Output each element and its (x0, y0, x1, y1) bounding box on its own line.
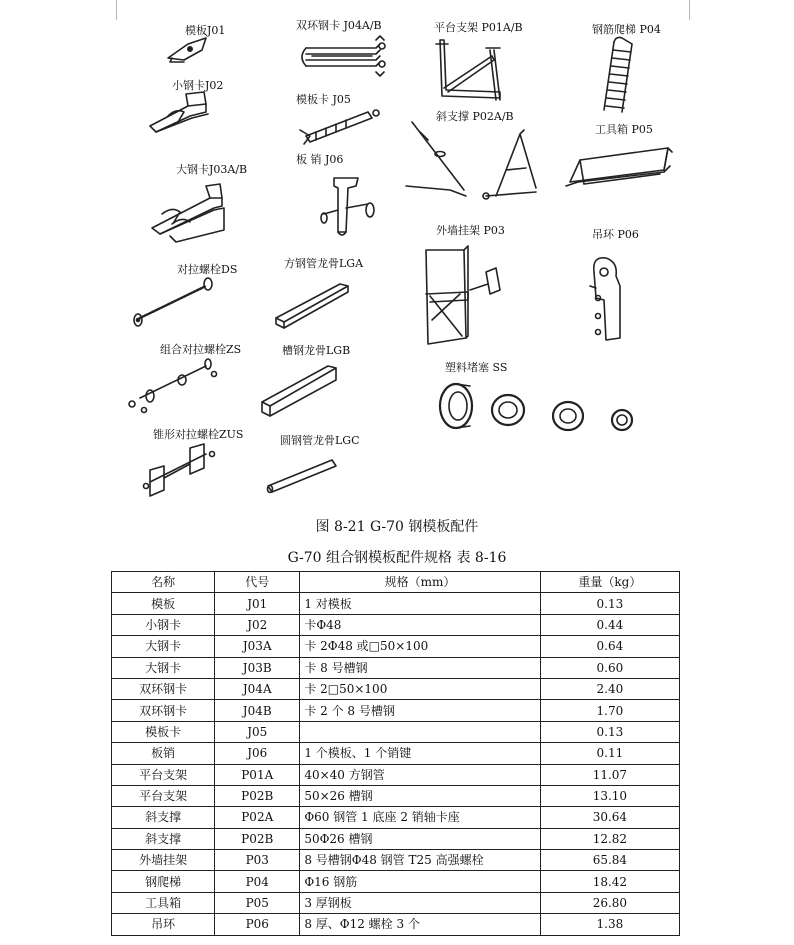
part-label-lga: 方钢管龙骨LGA (284, 257, 364, 270)
table-row (112, 892, 680, 913)
lgb-drawing (262, 366, 336, 416)
cell-name: 吊环 (112, 914, 215, 935)
cell-code: J04A (215, 678, 300, 699)
cell-spec: 3 厚钢板 (300, 892, 540, 913)
part-label-p06: 吊环 P06 (592, 228, 639, 241)
cell-weight: 30.64 (540, 807, 679, 828)
cell-code: J03A (215, 636, 300, 657)
part-label-lgb: 槽钢龙骨LGB (282, 344, 351, 357)
part-label-p05: 工具箱 P05 (595, 123, 653, 136)
j02-drawing (150, 92, 208, 132)
cell-spec: 8 厚、Φ12 螺栓 3 个 (300, 914, 540, 935)
cell-spec: Φ60 钢管 1 底座 2 销轴卡座 (300, 807, 540, 828)
part-label-p03: 外墙挂架 P03 (436, 224, 505, 237)
part-label-p04: 钢筋爬梯 P04 (592, 23, 661, 36)
part-label-j04: 双环钢卡 J04A/B (296, 19, 382, 32)
zs-drawing (129, 359, 217, 413)
cell-name: 外墙挂架 (112, 850, 215, 871)
cell-weight: 0.44 (540, 614, 679, 635)
cell-name: 小钢卡 (112, 614, 215, 635)
cell-spec: 1 对模板 (300, 593, 540, 614)
table-row (112, 593, 680, 614)
cell-weight: 12.82 (540, 828, 679, 849)
cell-code: P03 (215, 850, 300, 871)
table-row (112, 850, 680, 871)
j01-drawing (168, 38, 206, 62)
part-label-j06: 板 销 J06 (296, 153, 344, 166)
cell-weight: 0.13 (540, 721, 679, 742)
table-row (112, 743, 680, 764)
part-label-p02: 斜支撑 P02A/B (436, 110, 514, 123)
cell-code: P02B (215, 785, 300, 806)
cell-name: 双环钢卡 (112, 700, 215, 721)
cell-weight: 2.40 (540, 678, 679, 699)
cell-code: J05 (215, 721, 300, 742)
part-label-zs: 组合对拉螺栓ZS (160, 343, 242, 356)
cell-name: 斜支撑 (112, 807, 215, 828)
cell-code: P02B (215, 828, 300, 849)
j05-drawing (300, 110, 379, 144)
cell-name: 模板卡 (112, 721, 215, 742)
cell-spec (300, 721, 540, 742)
cell-name: 板销 (112, 743, 215, 764)
table-row (112, 700, 680, 721)
part-label-lgc: 圆钢管龙骨LGC (280, 434, 360, 447)
cell-spec: Φ16 钢筋 (300, 871, 540, 892)
part-label-zus: 锥形对拉螺栓ZUS (153, 428, 244, 441)
table-row (112, 807, 680, 828)
table-row (112, 614, 680, 635)
cell-code: J02 (215, 614, 300, 635)
table-row (112, 678, 680, 699)
lgc-drawing (268, 460, 337, 493)
cell-name: 平台支架 (112, 764, 215, 785)
cell-name: 双环钢卡 (112, 678, 215, 699)
p03-drawing (426, 246, 500, 344)
p02-drawing (406, 122, 536, 199)
table-row (112, 828, 680, 849)
cell-name: 大钢卡 (112, 636, 215, 657)
cell-name: 钢爬梯 (112, 871, 215, 892)
cell-weight: 11.07 (540, 764, 679, 785)
table-row (112, 914, 680, 935)
cell-spec: 40×40 方钢管 (300, 764, 540, 785)
cell-weight: 0.64 (540, 636, 679, 657)
cell-name: 大钢卡 (112, 657, 215, 678)
cell-code: J03B (215, 657, 300, 678)
part-label-ss: 塑料堵塞 SS (445, 361, 508, 374)
cell-spec: 卡Φ48 (300, 614, 540, 635)
cell-weight: 0.11 (540, 743, 679, 764)
cell-spec: 50×26 槽钢 (300, 785, 540, 806)
cell-spec: 8 号槽钢Φ48 钢管 T25 高强螺栓 (300, 850, 540, 871)
zus-drawing (144, 444, 215, 496)
j04-drawing (302, 36, 385, 76)
part-label-j03: 大钢卡J03A/B (176, 163, 248, 176)
cell-weight: 18.42 (540, 871, 679, 892)
p06-drawing (590, 258, 620, 340)
cell-code: P04 (215, 871, 300, 892)
cell-spec: 卡 2□50×100 (300, 678, 540, 699)
cell-name: 平台支架 (112, 785, 215, 806)
header-name: 名称 (112, 572, 215, 593)
table-row (112, 657, 680, 678)
table-row (112, 636, 680, 657)
cell-name: 工具箱 (112, 892, 215, 913)
ds-drawing (134, 278, 212, 326)
table-row (112, 871, 680, 892)
cell-name: 斜支撑 (112, 828, 215, 849)
table-row (112, 721, 680, 742)
part-label-j01: 模板J01 (185, 24, 226, 37)
lga-drawing (276, 284, 348, 328)
cell-weight: 0.13 (540, 593, 679, 614)
p04-drawing (604, 38, 632, 113)
cell-weight: 1.38 (540, 914, 679, 935)
cell-spec: 50Φ26 槽钢 (300, 828, 540, 849)
cell-spec: 卡 8 号槽钢 (300, 657, 540, 678)
cell-name: 模板 (112, 593, 215, 614)
header-spec: 规格（mm） (300, 572, 540, 593)
cell-spec: 卡 2Φ48 或□50×100 (300, 636, 540, 657)
p01-drawing (436, 40, 500, 100)
header-code: 代号 (215, 572, 300, 593)
cell-weight: 26.80 (540, 892, 679, 913)
cell-weight: 13.10 (540, 785, 679, 806)
cell-spec: 1 个模板、1 个销键 (300, 743, 540, 764)
figure-caption: 图 8-21 G-70 钢模板配件 (315, 519, 479, 535)
cell-weight: 1.70 (540, 700, 679, 721)
cell-code: J06 (215, 743, 300, 764)
cell-weight: 65.84 (540, 850, 679, 871)
cell-code: P05 (215, 892, 300, 913)
ss-drawing (440, 384, 632, 430)
table-header-row (112, 572, 680, 593)
j03-drawing (152, 184, 224, 242)
p05-drawing (566, 148, 672, 186)
part-label-ds: 对拉螺栓DS (177, 263, 238, 276)
cell-weight: 0.60 (540, 657, 679, 678)
cell-spec: 卡 2 个 8 号槽钢 (300, 700, 540, 721)
header-weight: 重量（kg） (540, 572, 679, 593)
table-row (112, 764, 680, 785)
cell-code: J01 (215, 593, 300, 614)
cell-code: J04B (215, 700, 300, 721)
cell-code: P01A (215, 764, 300, 785)
table-title: G-70 组合钢模板配件规格 表 8-16 (287, 550, 507, 566)
part-label-p01: 平台支架 P01A/B (434, 21, 523, 34)
part-label-j02: 小钢卡J02 (172, 79, 224, 92)
part-label-j05: 模板卡 J05 (296, 93, 351, 106)
cell-code: P02A (215, 807, 300, 828)
table-row (112, 785, 680, 806)
spec-table (111, 571, 680, 936)
j06-drawing (321, 178, 374, 235)
cell-code: P06 (215, 914, 300, 935)
